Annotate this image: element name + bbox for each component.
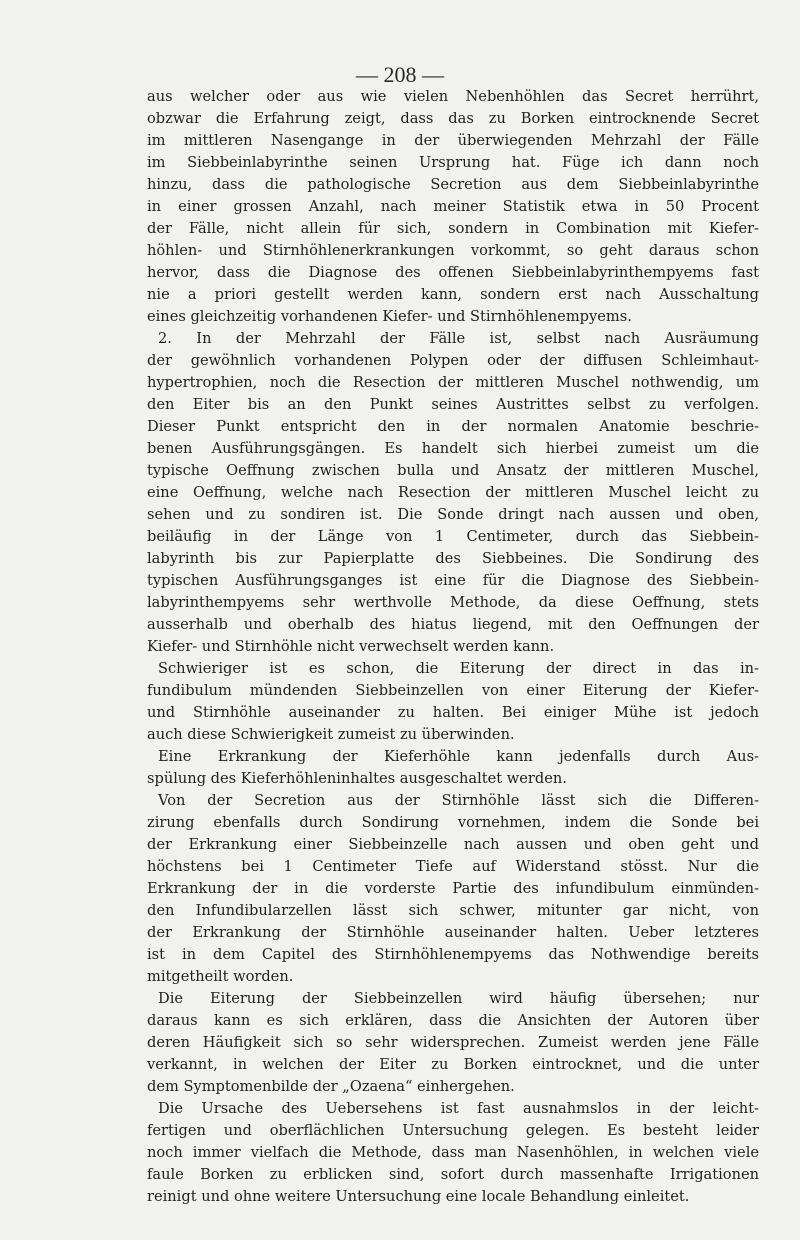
text-line: der Erkrankung einer Siebbeinzelle nach aussen und oben geht und bbox=[147, 836, 759, 853]
text-line: sehen und zu sondiren ist. Die Sonde dringt nach aussen und oben, bbox=[147, 506, 759, 523]
text-line: den Eiter bis an den Punkt seines Austrittes selbst zu verfolgen. bbox=[147, 396, 759, 413]
paragraph bbox=[147, 1098, 759, 1208]
paragraph bbox=[147, 988, 759, 1098]
text-line: Schwieriger ist es schon, die Eiterung der direct in das in- bbox=[158, 660, 759, 677]
text-line: beiläufig in der Länge von 1 Centimeter, durch das Siebbein- bbox=[147, 528, 759, 545]
text-line: labyrinthempyems sehr werthvolle Methode, da diese Oeffnung, stets bbox=[147, 594, 759, 611]
text-line: Eine Erkrankung der Kieferhöhle kann jedenfalls durch Aus- bbox=[158, 748, 759, 765]
text-line: deren Häufigkeit sich so sehr widersprechen. Zumeist werden jene Fälle bbox=[147, 1034, 759, 1051]
text-line: Die Ursache des Uebersehens ist fast ausnahmslos in der leicht- bbox=[158, 1100, 759, 1117]
text-line: 2. In der Mehrzahl der Fälle ist, selbst nach Ausräumung bbox=[158, 330, 759, 347]
text-line: fundibulum mündenden Siebbeinzellen von einer Eiterung der Kiefer- bbox=[147, 682, 759, 699]
text-line: hervor, dass die Diagnose des offenen Siebbeinlabyrinthempyems fast bbox=[147, 264, 759, 281]
text-line: reinigt und ohne weitere Untersuchung eine locale Behandlung einleitet. bbox=[147, 1188, 690, 1205]
text-line: dem Symptomenbilde der „Ozaena“ einhergehen. bbox=[147, 1078, 515, 1095]
text-line: eines gleichzeitig vorhandenen Kiefer- und Stirnhöhlenempyems. bbox=[147, 308, 632, 325]
text-line: höhlen- und Stirnhöhlenerkrankungen vorkommt, so geht daraus schon bbox=[147, 242, 759, 259]
text-line: spülung des Kieferhöhleninhaltes ausgeschaltet werden. bbox=[147, 770, 567, 787]
text-line: im Siebbeinlabyrinthe seinen Ursprung hat. Füge ich dann noch bbox=[147, 154, 759, 171]
text-line: fertigen und oberflächlichen Untersuchung gelegen. Es besteht leider bbox=[147, 1122, 759, 1139]
text-line: faule Borken zu erblicken sind, sofort durch massenhafte Irrigationen bbox=[147, 1166, 759, 1183]
text-line: im mittleren Nasengange in der überwiegenden Mehrzahl der Fälle bbox=[147, 132, 759, 149]
text-line: der gewöhnlich vorhandenen Polypen oder der diffusen Schleimhaut- bbox=[147, 352, 759, 369]
text-line: der Erkrankung der Stirnhöhle auseinander halten. Ueber letzteres bbox=[147, 924, 759, 941]
text-line: typischen Ausführungsganges ist eine für die Diagnose des Siebbein- bbox=[147, 572, 759, 589]
text-line: zirung ebenfalls durch Sondirung vornehmen, indem die Sonde bei bbox=[147, 814, 759, 831]
text-line: daraus kann es sich erklären, dass die Ansichten der Autoren über bbox=[147, 1012, 759, 1029]
text-line: hypertrophien, noch die Resection der mittleren Muschel nothwendig, um bbox=[147, 374, 759, 391]
text-line: der Fälle, nicht allein für sich, sondern in Combination mit Kiefer- bbox=[147, 220, 759, 237]
text-line: Erkrankung der in die vorderste Partie des infundibulum einmünden- bbox=[147, 880, 759, 897]
text-line: in einer grossen Anzahl, nach meiner Statistik etwa in 50 Procent bbox=[147, 198, 759, 215]
text-line: obzwar die Erfahrung zeigt, dass das zu Borken eintrocknende Secret bbox=[147, 110, 759, 127]
paragraph bbox=[147, 86, 759, 328]
text-line: mitgetheilt worden. bbox=[147, 968, 294, 985]
text-line: Von der Secretion aus der Stirnhöhle lässt sich die Differen- bbox=[158, 792, 759, 809]
text-line: benen Ausführungsgängen. Es handelt sich hierbei zumeist um die bbox=[147, 440, 759, 457]
text-line: aus welcher oder aus wie vielen Nebenhöhlen das Secret herrührt, bbox=[147, 88, 759, 105]
text-line: verkannt, in welchen der Eiter zu Borken eintrocknet, und die unter bbox=[147, 1056, 759, 1073]
text-line: typische Oeffnung zwischen bulla und Ansatz der mittleren Muschel, bbox=[147, 462, 759, 479]
text-line: nie a priori gestellt werden kann, sondern erst nach Ausschaltung bbox=[147, 286, 759, 303]
text-line: höchstens bei 1 Centimeter Tiefe auf Widerstand stösst. Nur die bbox=[147, 858, 759, 875]
text-line: noch immer vielfach die Methode, dass man Nasenhöhlen, in welchen viele bbox=[147, 1144, 759, 1161]
text-line: Dieser Punkt entspricht den in der normalen Anatomie beschrie- bbox=[147, 418, 759, 435]
text-line: ausserhalb und oberhalb des hiatus liegend, mit den Oeffnungen der bbox=[147, 616, 759, 633]
paragraph bbox=[147, 658, 759, 746]
text-line: Die Eiterung der Siebbeinzellen wird häufig übersehen; nur bbox=[158, 990, 759, 1007]
text-line: und Stirnhöhle auseinander zu halten. Bei einiger Mühe ist jedoch bbox=[147, 704, 759, 721]
text-line: ist in dem Capitel des Stirnhöhlenempyems das Nothwendige bereits bbox=[147, 946, 759, 963]
text-line: auch diese Schwierigkeit zumeist zu überwinden. bbox=[147, 726, 515, 743]
paragraph bbox=[147, 328, 759, 658]
text-line: eine Oeffnung, welche nach Resection der mittleren Muschel leicht zu bbox=[147, 484, 759, 501]
page-number: — 208 — bbox=[356, 62, 444, 87]
paragraph bbox=[147, 746, 759, 790]
paragraph bbox=[147, 790, 759, 988]
body-text bbox=[147, 86, 759, 1208]
text-line: labyrinth bis zur Papierplatte des Siebbeines. Die Sondirung des bbox=[147, 550, 759, 567]
text-line: Kiefer- und Stirnhöhle nicht verwechselt werden kann. bbox=[147, 638, 555, 655]
text-line: hinzu, dass die pathologische Secretion aus dem Siebbeinlabyrinthe bbox=[147, 176, 759, 193]
text-line: den Infundibularzellen lässt sich schwer, mitunter gar nicht, von bbox=[147, 902, 759, 919]
